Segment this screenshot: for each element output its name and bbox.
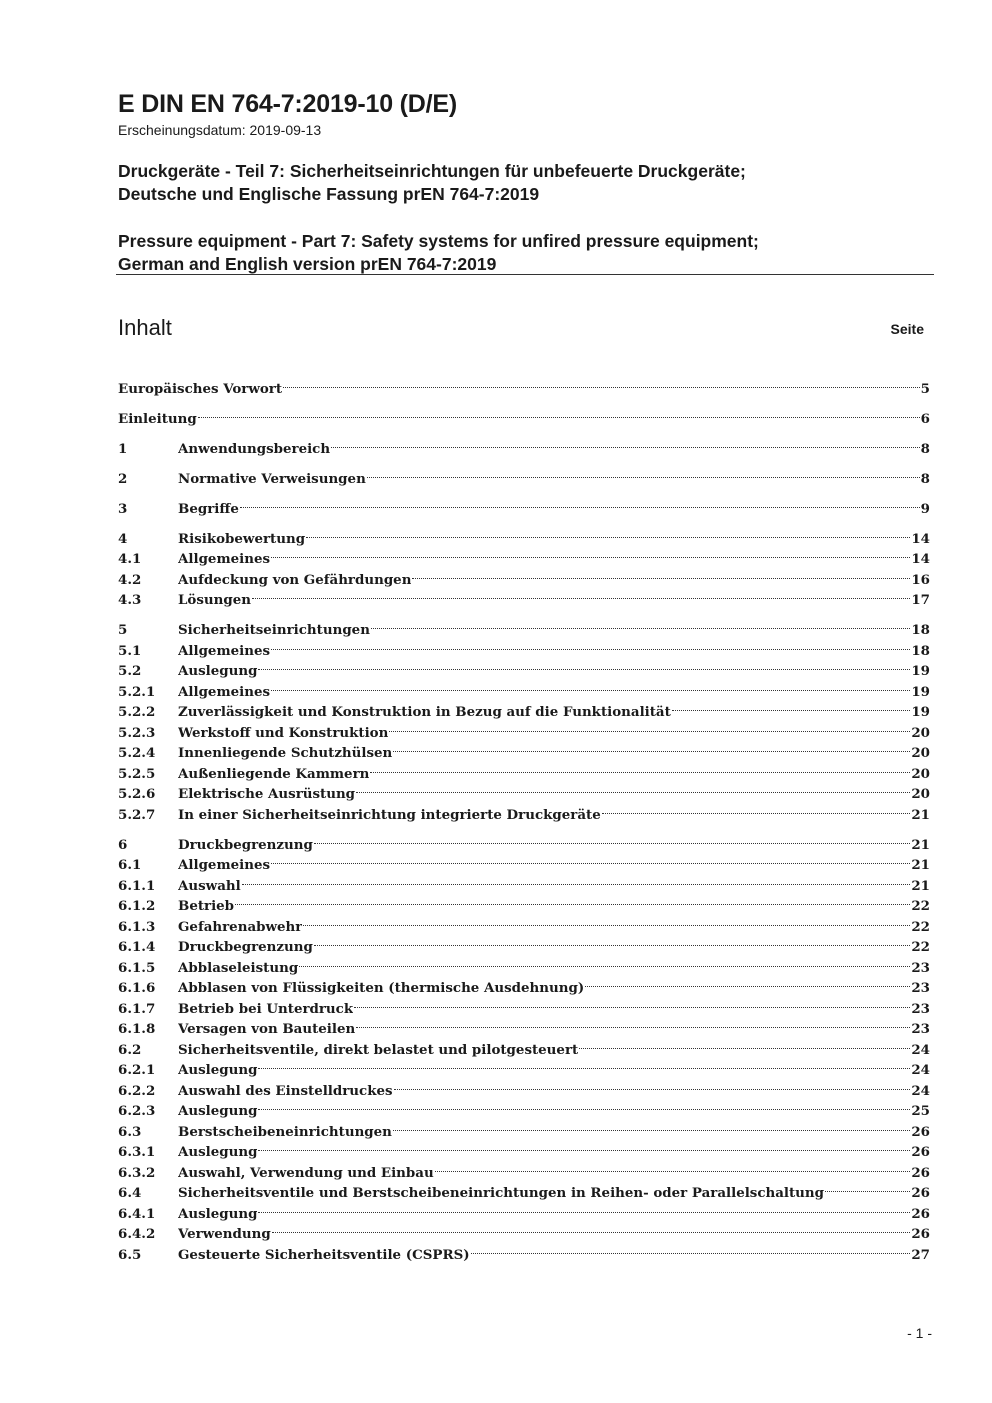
toc-entry-number: 5.2 (118, 663, 142, 679)
toc-entry-title: Verwendung (178, 1226, 271, 1242)
toc-dot-leader (242, 869, 911, 890)
toc-dot-leader (602, 798, 911, 819)
toc-dot-leader (235, 890, 910, 911)
toc-entry-title: Allgemeines (178, 642, 271, 659)
toc-entry-title: Auswahl (178, 877, 241, 894)
toc-entry-title: Innenliegende Schutzhülsen (178, 745, 393, 761)
document-id: E DIN EN 764-7:2019-10 (D/E) (118, 90, 457, 118)
toc-entry-title: Betrieb bei Unterdruck (178, 1000, 354, 1017)
toc-entry-number: 6.1 (118, 857, 142, 873)
toc-entry-title: Berstscheibeneinrichtungen (178, 1123, 392, 1140)
toc-entry-number: 3 (118, 500, 128, 517)
toc-entry-page: 14 (911, 530, 930, 547)
toc-entry-page: 24 (911, 1041, 930, 1058)
toc-entry-page: 17 (911, 592, 930, 608)
toc-dot-leader (314, 828, 911, 849)
toc-entry-title: Auslegung (178, 663, 258, 679)
publication-date: Erscheinungsdatum: 2019-09-13 (118, 122, 322, 138)
toc-entry-page: 22 (911, 918, 930, 935)
toc-dot-leader (271, 675, 910, 696)
toc-entry-page: 20 (911, 745, 930, 761)
title-english-line-1: Pressure equipment - Part 7: Safety systems for unfired pressure equipment; (118, 231, 759, 251)
toc-entry-page: 22 (911, 898, 930, 914)
toc-dot-leader (303, 910, 910, 931)
toc-entry-number: 6.4 (118, 1185, 142, 1201)
toc-entry[interactable] (118, 828, 930, 853)
toc-entry[interactable] (118, 462, 930, 487)
toc-entry[interactable] (118, 522, 930, 547)
toc-dot-leader (258, 1136, 910, 1157)
toc-dot-leader (471, 1238, 911, 1259)
toc-entry-number: 6.4.1 (118, 1205, 156, 1222)
toc-dot-leader (306, 522, 910, 543)
toc-entry-number: 6.1.4 (118, 939, 156, 955)
title-english (118, 230, 759, 276)
toc-entry-number: 5.2.4 (118, 745, 156, 761)
toc-entry-title: Auslegung (178, 1144, 258, 1160)
toc-entry-number: 6.2 (118, 1041, 142, 1058)
title-german-line-1: Druckgeräte - Teil 7: Sicherheitseinrichtungen für unbefeuerte Druckgeräte; (118, 161, 746, 181)
toc-entry-title: Sicherheitsventile und Berstscheibeneinrichtungen in Reihen- oder Parallelschaltung (178, 1185, 825, 1201)
toc-entry-page: 19 (911, 663, 930, 679)
toc-entry-number: 5.2.7 (118, 806, 156, 823)
toc-entry-number: 4.1 (118, 551, 142, 567)
toc-entry-page: 21 (911, 877, 930, 894)
toc-entry-number: 6.1.5 (118, 959, 156, 976)
toc-dot-leader (354, 992, 910, 1013)
toc-dot-leader (370, 757, 910, 778)
toc-entry-page: 6 (920, 410, 930, 427)
toc-entry-title: Auslegung (178, 1103, 258, 1119)
table-of-contents (118, 372, 930, 1263)
toc-entry[interactable] (118, 492, 930, 517)
toc-entry-page: 25 (911, 1103, 930, 1119)
toc-entry[interactable] (118, 372, 930, 397)
toc-entry-number: 6.4.2 (118, 1226, 156, 1242)
toc-entry-page: 21 (911, 806, 930, 823)
toc-dot-leader (299, 951, 910, 972)
toc-entry-title: Einleitung (118, 410, 197, 427)
toc-dot-leader (271, 543, 910, 564)
toc-heading: Inhalt (118, 315, 172, 340)
toc-entry-title: Risikobewertung (178, 530, 306, 547)
toc-entry-page: 21 (911, 857, 930, 873)
toc-entry-page: 16 (911, 571, 930, 588)
toc-dot-leader (258, 1197, 910, 1218)
toc-entry-number: 6.3.2 (118, 1164, 156, 1181)
toc-entry-page: 24 (911, 1062, 930, 1078)
toc-entry[interactable] (118, 402, 930, 427)
toc-dot-leader (672, 696, 911, 717)
toc-entry-number: 6.1.2 (118, 898, 156, 914)
toc-entry-number: 6.2.1 (118, 1062, 156, 1078)
toc-entry-page: 26 (911, 1144, 930, 1160)
toc-entry-number: 4 (118, 530, 128, 547)
toc-entry-number: 5.2.6 (118, 786, 156, 802)
toc-entry-number: 6.1.6 (118, 980, 156, 996)
toc-entry-number: 6.5 (118, 1246, 142, 1263)
toc-dot-leader (389, 716, 910, 737)
toc-dot-leader (331, 432, 920, 453)
toc-entry-page: 19 (911, 704, 930, 720)
toc-dot-leader (394, 1074, 911, 1095)
toc-entry-page: 26 (911, 1226, 930, 1242)
toc-entry-title: Betrieb (178, 898, 235, 914)
toc-entry-number: 6.1.1 (118, 877, 156, 894)
toc-entry-title: Werkstoff und Konstruktion (178, 724, 389, 741)
toc-dot-leader (252, 584, 910, 605)
toc-entry-number: 6 (118, 836, 128, 853)
toc-entry-number: 6.1.7 (118, 1000, 156, 1017)
toc-dot-leader (271, 849, 910, 870)
toc-dot-leader (393, 1115, 910, 1136)
toc-entry-page: 23 (911, 1000, 930, 1017)
toc-entry-title: Zuverlässigkeit und Konstruktion in Bezug auf die Funktionalität (178, 704, 671, 720)
toc-entry-page: 27 (911, 1246, 930, 1263)
toc-entry-page: 20 (911, 765, 930, 782)
toc-entry-page: 18 (911, 642, 930, 659)
toc-entry-title: Gesteuerte Sicherheitsventile (CSPRS) (178, 1246, 470, 1263)
toc-dot-leader (198, 402, 920, 423)
toc-entry-title: Auslegung (178, 1205, 258, 1222)
toc-entry-number: 1 (118, 440, 128, 457)
toc-dot-leader (356, 778, 910, 799)
toc-entry-title: Abblasen von Flüssigkeiten (thermische Ausdehnung) (178, 980, 585, 996)
toc-dot-leader (579, 1033, 910, 1054)
toc-entry-page: 5 (920, 380, 930, 397)
toc-entry-page: 18 (911, 622, 930, 638)
toc-dot-leader (412, 563, 910, 584)
toc-entry[interactable] (118, 614, 930, 638)
toc-entry-title: Anwendungsbereich (178, 440, 331, 457)
toc-entry-page: 21 (911, 836, 930, 853)
toc-entry-title: Allgemeines (178, 551, 271, 567)
toc-entry-title: Begriffe (178, 500, 239, 517)
toc-entry-page: 23 (911, 1021, 930, 1037)
toc-entry-number: 5.2.5 (118, 765, 156, 782)
toc-entry-title: In einer Sicherheitseinrichtung integrierte Druckgeräte (178, 806, 601, 823)
toc-entry-number: 5 (118, 622, 128, 638)
toc-entry-number: 4.2 (118, 571, 142, 588)
toc-dot-leader (258, 655, 910, 676)
toc-entry-number: 6.2.2 (118, 1082, 156, 1099)
title-german-line-2: Deutsche und Englische Fassung prEN 764-7:2019 (118, 184, 540, 204)
toc-entry-page: 8 (920, 470, 930, 487)
toc-entry-page: 26 (911, 1205, 930, 1222)
toc-entry-title: Aufdeckung von Gefährdungen (178, 571, 412, 588)
toc-entry-title: Gefahrenabwehr (178, 918, 303, 935)
toc-entry-title: Abblaseleistung (178, 959, 299, 976)
header-divider (116, 274, 934, 275)
toc-dot-leader (825, 1177, 910, 1198)
toc-entry-number: 5.2.1 (118, 683, 156, 700)
toc-entry-number: 5.2.2 (118, 704, 156, 720)
title-german (118, 160, 746, 206)
toc-entry-page: 19 (911, 683, 930, 700)
toc-entry-number: 6.1.8 (118, 1021, 156, 1037)
toc-entry-page: 26 (911, 1185, 930, 1201)
toc-entry-page: 9 (920, 500, 930, 517)
toc-entry-page: 20 (911, 724, 930, 741)
toc-entry-page: 23 (911, 959, 930, 976)
toc-dot-leader (283, 372, 920, 393)
toc-entry-title: Lösungen (178, 592, 251, 608)
toc-entry-number: 2 (118, 470, 128, 487)
toc-dot-leader (258, 1054, 910, 1075)
page-number: - 1 - (907, 1325, 932, 1341)
toc-entry-title: Versagen von Bauteilen (178, 1021, 356, 1037)
toc-entry-page: 26 (911, 1123, 930, 1140)
toc-entry-number: 6.1.3 (118, 918, 156, 935)
toc-entry-title: Druckbegrenzung (178, 836, 313, 853)
toc-entry-number: 6.2.3 (118, 1103, 156, 1119)
toc-dot-leader (240, 492, 920, 513)
toc-dot-leader (371, 614, 910, 635)
title-english-line-2: German and English version prEN 764-7:2019 (118, 254, 497, 274)
toc-entry-title: Europäisches Vorwort (118, 380, 283, 397)
toc-entry-title: Normative Verweisungen (178, 470, 366, 487)
toc-entry[interactable] (118, 910, 930, 935)
toc-entry-title: Elektrische Ausrüstung (178, 786, 356, 802)
toc-entry-page: 14 (911, 551, 930, 567)
toc-entry-title: Druckbegrenzung (178, 939, 313, 955)
toc-entry-number: 4.3 (118, 592, 142, 608)
toc-entry-title: Sicherheitsventile, direkt belastet und pilotgesteuert (178, 1041, 579, 1058)
toc-entry-page: 26 (911, 1164, 930, 1181)
toc-entry-title: Auslegung (178, 1062, 258, 1078)
toc-entry-title: Auswahl, Verwendung und Einbau (178, 1164, 434, 1181)
toc-entry-title: Sicherheitseinrichtungen (178, 622, 370, 638)
toc-entry-page: 8 (920, 440, 930, 457)
toc-entry-number: 5.1 (118, 642, 142, 659)
toc-dot-leader (585, 972, 910, 993)
toc-entry[interactable] (118, 432, 930, 457)
toc-entry-title: Außenliegende Kammern (178, 765, 370, 782)
toc-entry-page: 23 (911, 980, 930, 996)
toc-dot-leader (258, 1095, 910, 1116)
toc-dot-leader (356, 1013, 910, 1034)
toc-entry[interactable] (118, 890, 930, 914)
toc-entry-title: Auswahl des Einstelldruckes (178, 1082, 393, 1099)
toc-entry-title: Allgemeines (178, 683, 271, 700)
toc-entry-page: 24 (911, 1082, 930, 1099)
toc-dot-leader (272, 1218, 911, 1239)
toc-entry-number: 5.2.3 (118, 724, 156, 741)
toc-entry-number: 6.3.1 (118, 1144, 156, 1160)
toc-entry-title: Allgemeines (178, 857, 271, 873)
toc-dot-leader (435, 1156, 911, 1177)
toc-entry-number: 6.3 (118, 1123, 142, 1140)
toc-dot-leader (393, 737, 910, 758)
toc-entry-page: 22 (911, 939, 930, 955)
toc-page-column-label: Seite (890, 321, 924, 337)
toc-entry-page: 20 (911, 786, 930, 802)
toc-dot-leader (314, 931, 911, 952)
toc-dot-leader (271, 634, 910, 655)
toc-dot-leader (367, 462, 920, 483)
